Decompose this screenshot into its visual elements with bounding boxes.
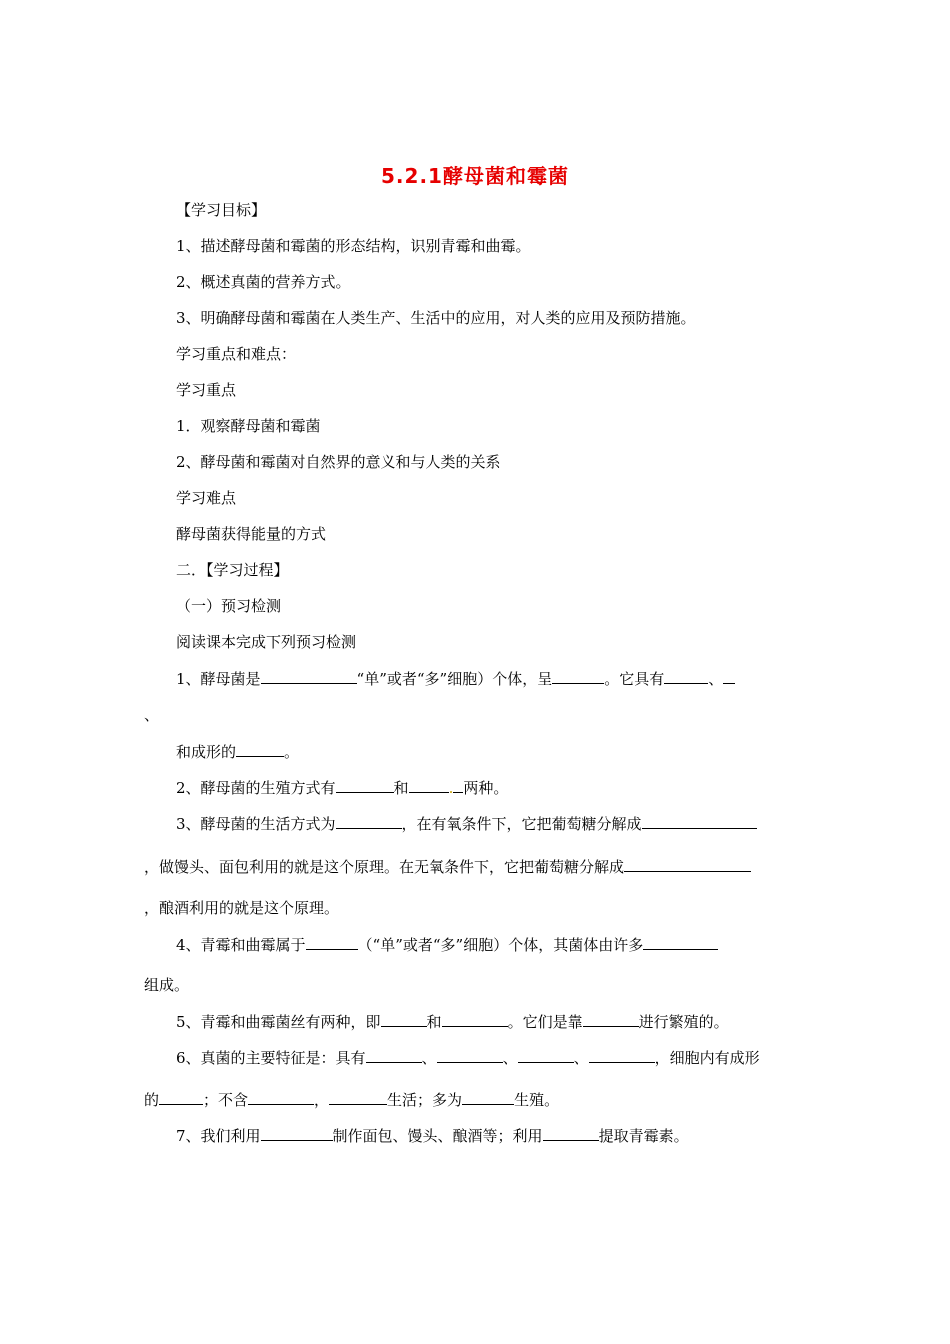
fill-blank[interactable] — [442, 1011, 508, 1027]
q1-text: 、 — [708, 670, 724, 688]
q6-text: ， — [314, 1091, 330, 1109]
q5-text: 和 — [426, 1013, 442, 1031]
q5-text: 。它们是靠 — [507, 1013, 583, 1031]
difficulty-item: 酵母菌获得能量的方式 — [176, 525, 327, 543]
goal-item: 3、明确酵母菌和霉菌在人类生产、生活中的应用，对人类的应用及预防措施。 — [176, 309, 696, 327]
q4-text: 4、青霉和曲霉属于 — [176, 936, 306, 954]
fill-blank[interactable] — [437, 1047, 503, 1063]
q6-text: 的 — [144, 1091, 160, 1109]
q1-text: “单”或者“多”细胞）个体，呈 — [356, 670, 553, 688]
fill-blank[interactable] — [236, 741, 284, 757]
preview-intro: 阅读课本完成下列预习检测 — [176, 633, 357, 651]
q2-text: 两种。 — [463, 779, 509, 797]
fill-blank[interactable] — [261, 668, 357, 684]
q7-text: 提取青霉素。 — [598, 1127, 689, 1145]
focus-heading: 学习重点 — [176, 381, 237, 399]
focus-item: 1．观察酵母菌和霉菌 — [176, 417, 321, 435]
q6-text: ；不含 — [203, 1091, 249, 1109]
fill-blank[interactable] — [329, 1089, 387, 1105]
focus-item: 2、酵母菌和霉菌对自然界的意义和与人类的关系 — [176, 453, 501, 471]
page-title: 5.2.1酵母菌和霉菌 — [381, 164, 569, 188]
fill-blank[interactable] — [664, 668, 708, 684]
q1-text: 、 — [144, 706, 160, 724]
q6-text: 、 — [502, 1049, 518, 1067]
q3-text: ，在有氧条件下，它把葡萄糖分解成 — [401, 815, 642, 833]
q2-text: 和 — [393, 779, 409, 797]
goals-heading: 【学习目标】 — [176, 201, 267, 219]
fill-blank[interactable] — [261, 1125, 333, 1141]
fill-blank[interactable] — [336, 813, 402, 829]
q4-text: 组成。 — [144, 976, 190, 994]
q3-text: ，酿酒利用的就是这个原理。 — [144, 899, 340, 917]
fill-blank[interactable] — [409, 777, 449, 793]
q4-text: （“单”或者“多”细胞）个体，其菌体由许多 — [357, 936, 644, 954]
fill-blank[interactable] — [643, 934, 718, 950]
fill-blank[interactable] — [453, 777, 463, 793]
question-3 — [176, 813, 757, 834]
question-1 — [176, 668, 735, 689]
fill-blank[interactable] — [624, 856, 751, 872]
difficulty-heading: 学习难点 — [176, 489, 237, 507]
q1-text: 1、酵母菌是 — [176, 670, 261, 688]
q5-text: 5、青霉和曲霉菌丝有两种，即 — [176, 1013, 381, 1031]
question-4 — [176, 934, 718, 955]
question-2 — [176, 777, 508, 798]
q3-text: ，做馒头、面包利用的就是这个原理。在无氧条件下，它把葡萄糖分解成 — [144, 858, 625, 876]
q2-text: 2、酵母菌的生殖方式有 — [176, 779, 336, 797]
question-7 — [176, 1125, 689, 1146]
fill-blank[interactable] — [552, 668, 604, 684]
q6-text: 生殖。 — [514, 1091, 560, 1109]
goal-item: 1、描述酵母菌和霉菌的形态结构，识别青霉和曲霉。 — [176, 237, 531, 255]
q7-text: 制作面包、馒头、酿酒等；利用 — [332, 1127, 543, 1145]
goal-item: 2、概述真菌的营养方式。 — [176, 273, 351, 291]
process-heading: 二．【学习过程】 — [176, 561, 289, 579]
question-5 — [176, 1011, 729, 1032]
stray-mark: . — [448, 779, 454, 797]
q6-text: 、 — [421, 1049, 437, 1067]
fill-blank[interactable] — [248, 1089, 314, 1105]
q3-text: 3、酵母菌的生活方式为 — [176, 815, 336, 833]
fill-blank[interactable] — [159, 1089, 203, 1105]
q6-text: 6、真菌的主要特征是：具有 — [176, 1049, 366, 1067]
preview-heading: （一）预习检测 — [176, 597, 282, 615]
fill-blank[interactable] — [583, 1011, 639, 1027]
fill-blank[interactable] — [518, 1047, 574, 1063]
fill-blank[interactable] — [381, 1011, 427, 1027]
fill-blank[interactable] — [589, 1047, 655, 1063]
fill-blank[interactable] — [723, 668, 735, 684]
fill-blank[interactable] — [543, 1125, 599, 1141]
question-6 — [176, 1047, 760, 1068]
question-3-cont — [144, 856, 751, 877]
q6-text: ，细胞内有成形 — [654, 1049, 760, 1067]
fill-blank[interactable] — [306, 934, 358, 950]
q6-text: 、 — [573, 1049, 589, 1067]
q1-text: 。 — [284, 743, 300, 761]
q1-text: 。它具有 — [604, 670, 665, 688]
q1-text: 和成形的 — [176, 743, 237, 761]
fill-blank[interactable] — [336, 777, 394, 793]
q7-text: 7、我们利用 — [176, 1127, 261, 1145]
key-difficulty-heading: 学习重点和难点： — [176, 345, 297, 363]
q6-text: 生活；多为 — [387, 1091, 463, 1109]
q5-text: 进行繁殖的。 — [638, 1013, 729, 1031]
question-6-cont — [144, 1089, 559, 1110]
question-1-cont — [176, 741, 299, 762]
fill-blank[interactable] — [462, 1089, 514, 1105]
fill-blank[interactable] — [642, 813, 757, 829]
fill-blank[interactable] — [366, 1047, 422, 1063]
